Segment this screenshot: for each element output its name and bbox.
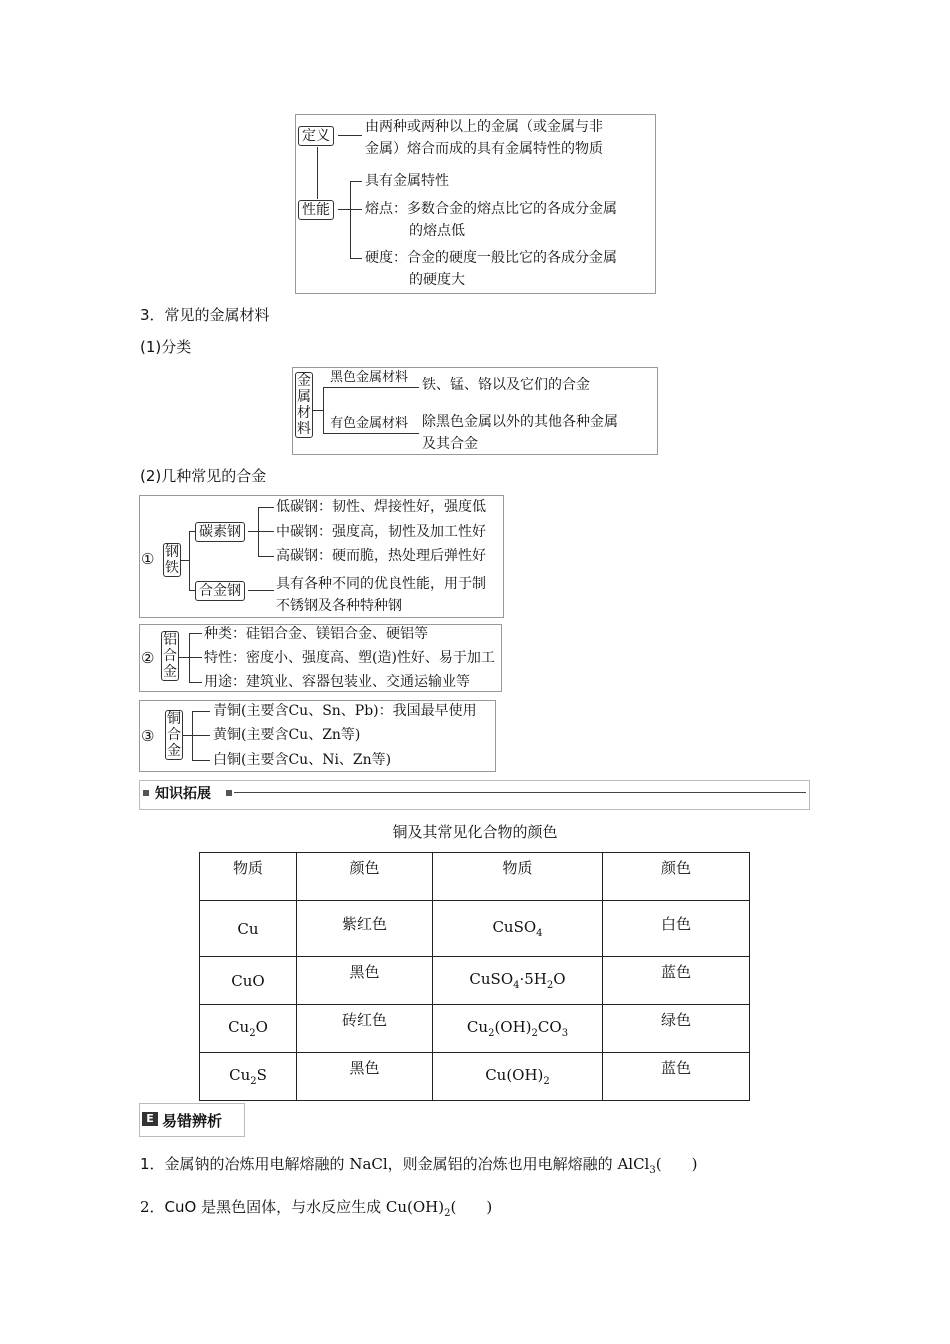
table-cell: $CuSO_4\cdot 5H_2O$	[433, 957, 603, 1005]
square-bullet-icon	[143, 790, 149, 796]
table-row	[200, 1053, 750, 1101]
alloy-steel-label: 合金钢	[195, 581, 245, 601]
low-carbon-steel: 低碳钢：韧性、焊接性好，强度低	[276, 499, 486, 515]
nonferrous-label: 有色金属材料	[330, 416, 409, 431]
alloy-steel-text-2: 不锈钢及各种特种钢	[276, 598, 402, 614]
carbon-steel-label: 碳素钢	[195, 522, 245, 542]
section-3-title: 3．常见的金属材料	[140, 306, 270, 324]
performance-item-2a: 熔点：多数合金的熔点比它的各成分金属	[365, 201, 617, 217]
performance-item-1: 具有金属特性	[365, 173, 449, 189]
table-cell: 黑色	[297, 1053, 433, 1101]
brass: 黄铜(主要含Cu、Zn等)	[213, 727, 361, 743]
table-cell: 蓝色	[603, 1053, 750, 1101]
knowledge-extension-bar	[139, 780, 810, 810]
aluminum-kinds: 种类：硅铝合金、镁铝合金、硬铝等	[204, 626, 428, 642]
high-carbon-steel: 高碳钢：硬而脆，热处理后弹性好	[276, 548, 486, 564]
nonferrous-text-2: 及其合金	[422, 436, 478, 452]
table-cell: 砖红色	[297, 1005, 433, 1053]
copper-number: ③	[141, 727, 155, 745]
table-title: 铜及其常见化合物的颜色	[392, 823, 558, 841]
question-1: 1．金属钠的冶炼用电解熔融的 NaCl，则金属铝的冶炼也用电解熔融的 AlCl$_3$( )	[140, 1155, 698, 1176]
ferrous-label: 黑色金属材料	[330, 370, 409, 385]
performance-item-3a: 硬度：合金的硬度一般比它的各成分金属	[365, 250, 617, 266]
table-row	[200, 1005, 750, 1053]
square-bullet-icon	[226, 790, 232, 796]
question-2: 2．CuO 是黑色固体，与水反应生成 $Cu(OH)_2$( )	[140, 1198, 493, 1219]
header-substance: 物质	[433, 853, 603, 901]
aluminum-number: ②	[141, 649, 155, 667]
bronze: 青铜(主要含Cu、Sn、Pb)：我国最早使用	[213, 703, 477, 719]
aluminum-uses: 用途：建筑业、容器包装业、交通运输业等	[204, 674, 470, 690]
nonferrous-text-1: 除黑色金属以外的其他各种金属	[422, 414, 618, 430]
e-badge-icon: E	[142, 1112, 158, 1126]
error-analysis-title: 易错辨析	[162, 1112, 223, 1130]
copper-alloy-label: 铜 合 金	[167, 711, 181, 759]
copper-colors-table	[199, 852, 750, 1101]
white-copper: 白铜(主要含Cu、Ni、Zn等)	[213, 752, 392, 768]
table-row	[200, 957, 750, 1005]
table-cell: 蓝色	[603, 957, 750, 1005]
table-cell: 紫红色	[297, 901, 433, 957]
table-cell: 绿色	[603, 1005, 750, 1053]
table-cell: CuO	[200, 957, 297, 1005]
knowledge-extension-title: 知识拓展	[155, 786, 211, 802]
definition-text-2: 金属）熔合而成的具有金属特性的物质	[365, 141, 603, 157]
table-cell: $Cu(OH)_2$	[433, 1053, 603, 1101]
table-cell: $Cu_2S$	[200, 1053, 297, 1101]
definition-text-1: 由两种或两种以上的金属（或金属与非	[365, 119, 603, 135]
aluminum-alloy-label: 铝 合 金	[163, 632, 177, 680]
table-cell: 白色	[603, 901, 750, 957]
table-header-row	[200, 853, 750, 901]
table-cell: 黑色	[297, 957, 433, 1005]
steel-number: ①	[141, 550, 155, 568]
steel-label: 钢 铁	[165, 544, 179, 576]
subsection-1-title: (1)分类	[140, 338, 192, 356]
alloy-steel-text-1: 具有各种不同的优良性能，用于制	[276, 576, 486, 592]
definition-label: 定义	[298, 126, 334, 146]
header-color: 颜色	[603, 853, 750, 901]
performance-item-2b: 的熔点低	[409, 223, 465, 239]
performance-label: 性能	[298, 200, 334, 220]
table-cell: $Cu_2(OH)_2CO_3$	[433, 1005, 603, 1053]
table-cell: Cu	[200, 901, 297, 957]
metal-materials-label: 金 属 材 料	[297, 373, 311, 437]
header-color: 颜色	[297, 853, 433, 901]
ferrous-text: 铁、锰、铬以及它们的合金	[422, 377, 590, 393]
table-cell: CuSO$_4$	[433, 901, 603, 957]
aluminum-properties: 特性：密度小、强度高、塑(造)性好、易于加工	[204, 650, 495, 666]
mid-carbon-steel: 中碳钢：强度高，韧性及加工性好	[276, 524, 486, 540]
header-substance: 物质	[200, 853, 297, 901]
table-cell: $Cu_2O$	[200, 1005, 297, 1053]
performance-item-3b: 的硬度大	[409, 272, 465, 288]
table-row	[200, 901, 750, 957]
subsection-2-title: (2)几种常见的合金	[140, 467, 267, 485]
